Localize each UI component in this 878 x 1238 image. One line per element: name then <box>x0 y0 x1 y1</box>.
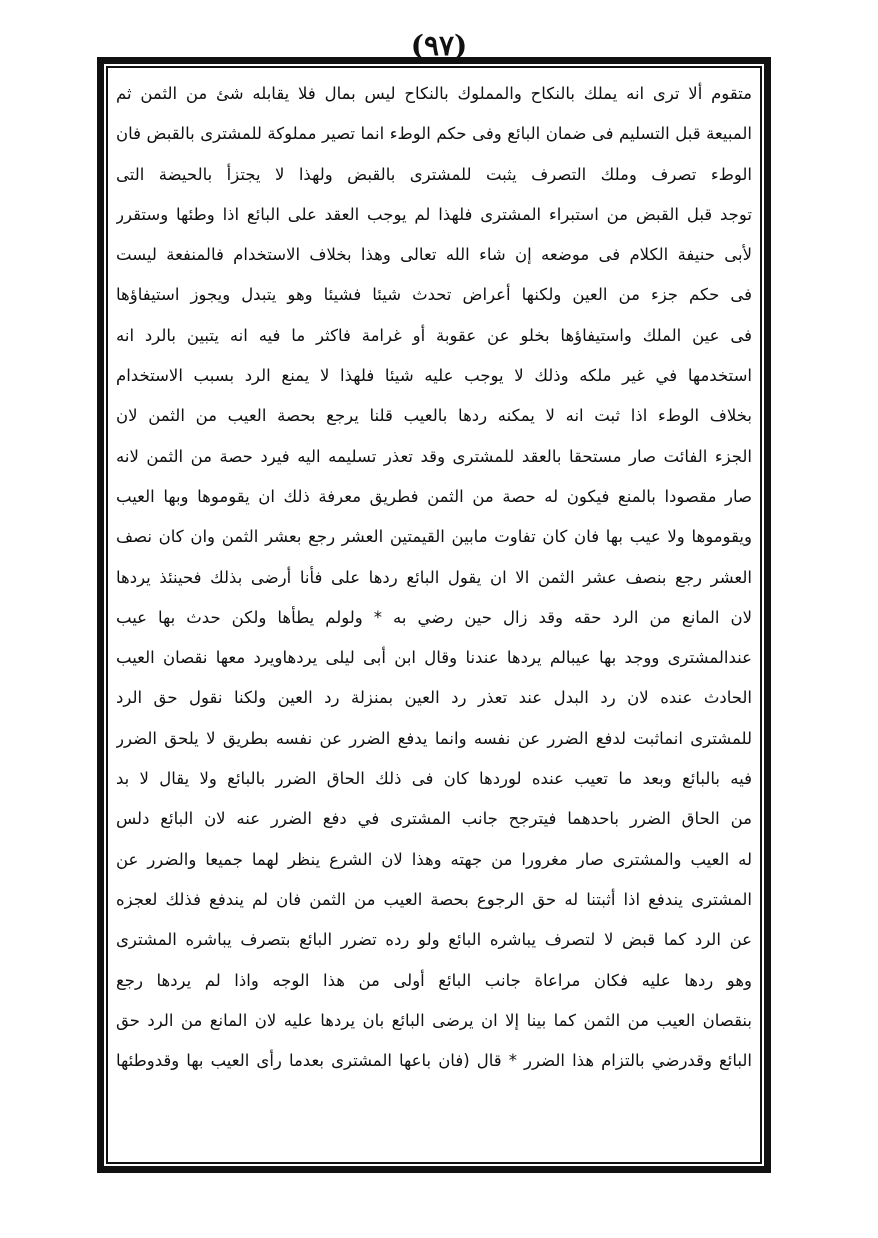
text-line: فى حكم جزء من العين ولكنها أعراض تحدث شيئا فشيئا وهو يتبدل ويجوز استيفاؤها <box>116 285 752 305</box>
page-number: (٩٧) <box>410 29 468 62</box>
text-line: الجزء الفائت صار مستحقا بالعقد للمشترى وقد تعذر تسليمه اليه فيرد حصة من الثمن لانه <box>116 446 752 466</box>
text-line: للمشترى انماثبت لدفع الضرر عن نفسه وانما يدفع الضرر عن نفسه بطريق لا يلحق الضرر <box>116 728 752 748</box>
text-line: وهو ردها عليه فكان مراعاة جانب البائع أولى من هذا الوجه واذا لم يردها رجع <box>116 970 752 990</box>
text-line: البائع وقدرضي بالتزام هذا الضرر * قال (فان باعها المشترى بعدما رأى العيب بها وقدوطئها <box>116 1051 752 1071</box>
text-line: العشر رجع بنصف عشر الثمن الا ان يقول البائع ردها على فأنا أرضى بذلك فحينئذ يردها <box>116 567 752 587</box>
text-line: فى عين الملك واستيفاؤها بخلو عن عقوبة أو غرامة فاكثر ما فيه انه يتبين بالرد انه <box>116 325 752 345</box>
text-line: لأبى حنيفة الكلام فى موضعه إن شاء الله تعالى وهذا بخلاف الاستخدام فالمنفعة ليست <box>116 245 752 265</box>
text-line: من الحاق الضرر باحدهما فيترجح جانب المشترى في دفع الضرر عنه لان البائع دلس <box>116 809 752 829</box>
text-line: توجد قبل القبض من استبراء المشترى فلهذا لم يوجب العقد على البائع اذا وطئها وستقرر <box>116 204 752 224</box>
text-line: المشترى يندفع اذا أثبتنا له حق الرجوع بحصة العيب من الثمن فان لم يندفع فذلك لعجزه <box>116 889 752 909</box>
text-line: الوطء تصرف وملك التصرف يثبت للمشترى بالقبض ولهذا لا يجتزأ بالحيضة التى <box>116 164 752 184</box>
text-line: استخدمها في غير ملكه وذلك لا يوجب عليه شيئا فلهذا لا يمنع الرد بسبب الاستخدام <box>116 366 752 386</box>
text-line: ويقوموها ولا عيب بها فان كان تفاوت مابين القيمتين العشر رجع بعشر الثمن وان كان نصف <box>116 527 752 547</box>
text-line: المبيعة قبل التسليم فى ضمان البائع وفى حكم الوطء انما تصير مملوكة للمشترى بالقبض فان <box>116 124 752 144</box>
text-line: صار مقصودا بالمنع فيكون له حصة من الثمن فطريق معرفة ذلك ان يقوموها وبها العيب <box>116 486 752 506</box>
text-line: عندالمشترى ووجد بها عيبالم يردها عندنا وقال ابن أبى ليلى يردهاويرد معها نقصان العيب <box>116 648 752 668</box>
text-line: لان المانع من الرد حقه وقد زال حين رضي به * ولولم يطأها ولكن حدث بها عيب <box>116 607 752 627</box>
text-line: عن الرد كما قبض لا لتصرف يباشره البائع ولو رده تضرر البائع بتصرف يباشره المشترى <box>116 930 752 950</box>
text-line: متقوم ألا ترى انه يملك بالنكاح والمملوك بالنكاح ليس بمال فلا يقابله شئ من الثمن ثم <box>116 84 752 103</box>
text-line: فيه بالبائع وبعد ما تعيب عنده لوردها كان فى ذلك الحاق الضرر بالبائع ولا يقال لا بد <box>116 769 752 789</box>
text-line: له العيب والمشترى صار مغرورا من جهته وهذا لان الشرع ينظر لهما جميعا والضرر عن <box>116 849 752 869</box>
text-line: بنقصان العيب من الثمن كما بينا إلا ان يرضى البائع بان يردها عليه لان المانع من الرد حق <box>116 1010 752 1030</box>
text-line: الحادث عنده لان رد البدل عند تعذر رد العين بمنزلة رد العين ولكنا نقول حق الرد <box>116 688 752 708</box>
body-text <box>116 74 752 1081</box>
text-line: بخلاف الوطء اذا ثبت انه لا يمكنه ردها بالعيب قلنا يرجع بحصة العيب من الثمن لان <box>116 406 752 426</box>
